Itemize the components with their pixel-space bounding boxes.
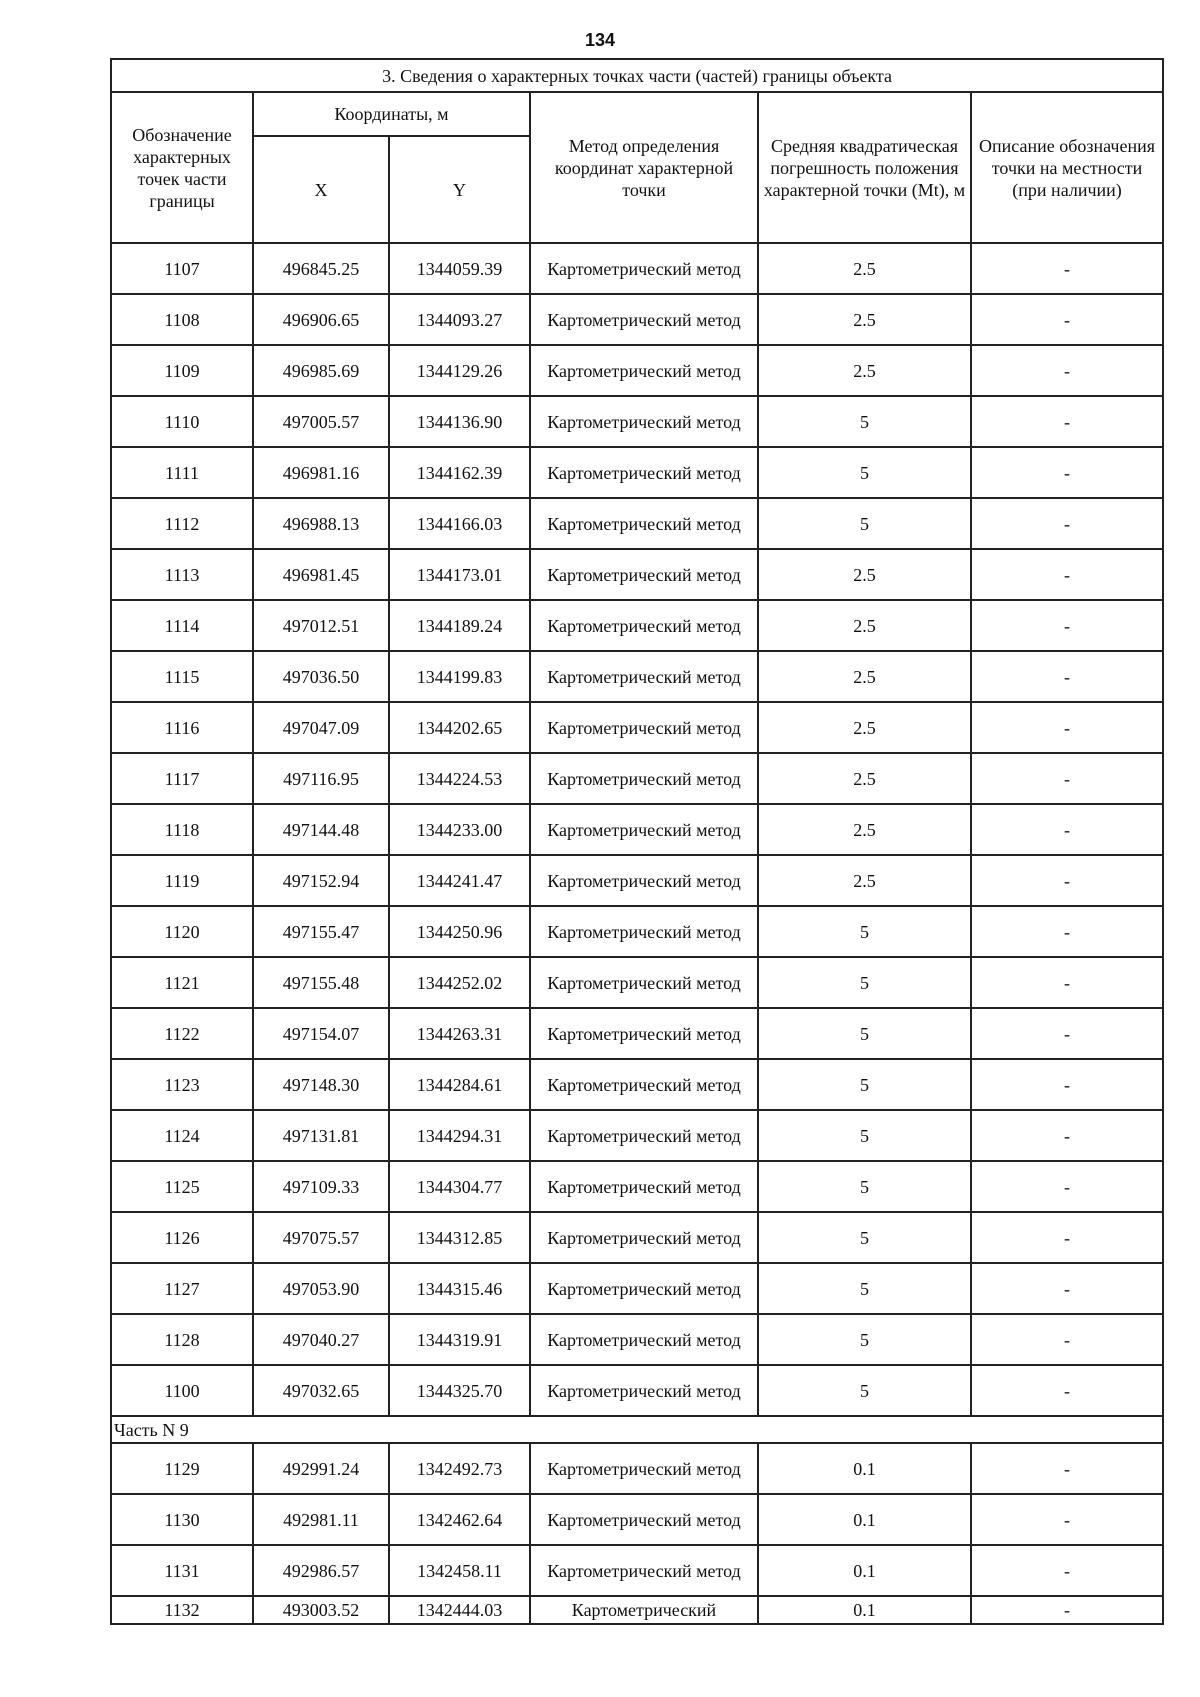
method-cell: Картометрический метод	[530, 753, 758, 804]
x-coordinate-cell: 497047.09	[253, 702, 389, 753]
point-id-cell: 1121	[111, 957, 253, 1008]
description-cell: -	[971, 1161, 1163, 1212]
description-cell: -	[971, 702, 1163, 753]
method-cell: Картометрический метод	[530, 243, 758, 294]
table-row	[111, 1365, 1163, 1416]
table-row	[111, 1110, 1163, 1161]
point-id-cell: 1120	[111, 906, 253, 957]
y-coordinate-cell: 1344233.00	[389, 804, 530, 855]
y-coordinate-cell: 1342492.73	[389, 1443, 530, 1494]
part-label: Часть N 9	[111, 1416, 1163, 1443]
x-coordinate-cell: 497131.81	[253, 1110, 389, 1161]
point-id-cell: 1109	[111, 345, 253, 396]
y-coordinate-cell: 1344252.02	[389, 957, 530, 1008]
point-id-cell: 1111	[111, 447, 253, 498]
accuracy-cell: 0.1	[758, 1596, 971, 1624]
point-id-cell: 1107	[111, 243, 253, 294]
description-cell: -	[971, 600, 1163, 651]
table-row	[111, 855, 1163, 906]
method-cell: Картометрический метод	[530, 651, 758, 702]
y-coordinate-cell: 1344325.70	[389, 1365, 530, 1416]
method-cell: Картометрический метод	[530, 1161, 758, 1212]
point-id-cell: 1123	[111, 1059, 253, 1110]
accuracy-cell: 5	[758, 957, 971, 1008]
x-coordinate-cell: 496988.13	[253, 498, 389, 549]
description-cell: -	[971, 957, 1163, 1008]
y-coordinate-cell: 1342444.03	[389, 1596, 530, 1624]
method-cell: Картометрический метод	[530, 447, 758, 498]
x-coordinate-cell: 492986.57	[253, 1545, 389, 1596]
table-row	[111, 753, 1163, 804]
accuracy-cell: 2.5	[758, 345, 971, 396]
accuracy-cell: 5	[758, 1059, 971, 1110]
point-id-cell: 1130	[111, 1494, 253, 1545]
description-cell: -	[971, 1365, 1163, 1416]
method-cell: Картометрический метод	[530, 345, 758, 396]
point-id-cell: 1124	[111, 1110, 253, 1161]
table-row	[111, 1545, 1163, 1596]
table-row	[111, 1059, 1163, 1110]
header-y: Y	[389, 136, 530, 243]
x-coordinate-cell: 497032.65	[253, 1365, 389, 1416]
method-cell: Картометрический метод	[530, 1494, 758, 1545]
description-cell: -	[971, 498, 1163, 549]
point-id-cell: 1129	[111, 1443, 253, 1494]
section-title: 3. Сведения о характерных точках части (частей) границы объекта	[111, 59, 1163, 92]
method-cell: Картометрический метод	[530, 1314, 758, 1365]
y-coordinate-cell: 1344263.31	[389, 1008, 530, 1059]
table-row	[111, 396, 1163, 447]
x-coordinate-cell: 497116.95	[253, 753, 389, 804]
accuracy-cell: 0.1	[758, 1443, 971, 1494]
y-coordinate-cell: 1344059.39	[389, 243, 530, 294]
point-id-cell: 1127	[111, 1263, 253, 1314]
table-row	[111, 957, 1163, 1008]
description-cell: -	[971, 804, 1163, 855]
x-coordinate-cell: 497075.57	[253, 1212, 389, 1263]
y-coordinate-cell: 1344319.91	[389, 1314, 530, 1365]
point-id-cell: 1122	[111, 1008, 253, 1059]
description-cell: -	[971, 1443, 1163, 1494]
y-coordinate-cell: 1344304.77	[389, 1161, 530, 1212]
description-cell: -	[971, 396, 1163, 447]
table-row	[111, 447, 1163, 498]
x-coordinate-cell: 496981.45	[253, 549, 389, 600]
y-coordinate-cell: 1344202.65	[389, 702, 530, 753]
part-rows-a	[111, 243, 1163, 1416]
y-coordinate-cell: 1344224.53	[389, 753, 530, 804]
x-coordinate-cell: 492991.24	[253, 1443, 389, 1494]
method-cell: Картометрический метод	[530, 600, 758, 651]
description-cell: -	[971, 447, 1163, 498]
accuracy-cell: 5	[758, 1314, 971, 1365]
point-id-cell: 1110	[111, 396, 253, 447]
accuracy-cell: 2.5	[758, 753, 971, 804]
y-coordinate-cell: 1344312.85	[389, 1212, 530, 1263]
accuracy-cell: 5	[758, 1008, 971, 1059]
point-id-cell: 1119	[111, 855, 253, 906]
table-row	[111, 1212, 1163, 1263]
accuracy-cell: 2.5	[758, 294, 971, 345]
x-coordinate-cell: 497155.47	[253, 906, 389, 957]
method-cell: Картометрический метод	[530, 1263, 758, 1314]
point-id-cell: 1114	[111, 600, 253, 651]
accuracy-cell: 5	[758, 1212, 971, 1263]
description-cell: -	[971, 345, 1163, 396]
x-coordinate-cell: 497155.48	[253, 957, 389, 1008]
table-row	[111, 600, 1163, 651]
header-accuracy: Средняя квадратическая погрешность положения характерной точки (Mt), м	[758, 92, 971, 243]
description-cell: -	[971, 1212, 1163, 1263]
table-row	[111, 345, 1163, 396]
x-coordinate-cell: 497012.51	[253, 600, 389, 651]
method-cell: Картометрический метод	[530, 1365, 758, 1416]
method-cell: Картометрический метод	[530, 702, 758, 753]
point-id-cell: 1112	[111, 498, 253, 549]
table-row	[111, 804, 1163, 855]
point-id-cell: 1128	[111, 1314, 253, 1365]
description-cell: -	[971, 294, 1163, 345]
y-coordinate-cell: 1344250.96	[389, 906, 530, 957]
accuracy-cell: 5	[758, 1110, 971, 1161]
method-cell: Картометрический метод	[530, 549, 758, 600]
table-row	[111, 294, 1163, 345]
x-coordinate-cell: 496981.16	[253, 447, 389, 498]
description-cell: -	[971, 1110, 1163, 1161]
x-coordinate-cell: 496845.25	[253, 243, 389, 294]
header-description: Описание обозначения точки на местности (при наличии)	[971, 92, 1163, 243]
table-row	[111, 1008, 1163, 1059]
description-cell: -	[971, 1545, 1163, 1596]
x-coordinate-cell: 497036.50	[253, 651, 389, 702]
x-coordinate-cell: 497053.90	[253, 1263, 389, 1314]
table-row	[111, 1161, 1163, 1212]
method-cell: Картометрический метод	[530, 396, 758, 447]
page-number: 134	[584, 30, 616, 50]
accuracy-cell: 0.1	[758, 1494, 971, 1545]
table-row	[111, 651, 1163, 702]
description-cell: -	[971, 855, 1163, 906]
table-row	[111, 1494, 1163, 1545]
description-cell: -	[971, 651, 1163, 702]
method-cell: Картометрический метод	[530, 957, 758, 1008]
description-cell: -	[971, 1263, 1163, 1314]
description-cell: -	[971, 906, 1163, 957]
y-coordinate-cell: 1344129.26	[389, 345, 530, 396]
point-id-cell: 1115	[111, 651, 253, 702]
table-row	[111, 498, 1163, 549]
description-cell: -	[971, 549, 1163, 600]
table-row	[111, 1263, 1163, 1314]
method-cell: Картометрический метод	[530, 855, 758, 906]
x-coordinate-cell: 493003.52	[253, 1596, 389, 1624]
description-cell: -	[971, 1596, 1163, 1624]
description-cell: -	[971, 753, 1163, 804]
point-id-cell: 1125	[111, 1161, 253, 1212]
y-coordinate-cell: 1344241.47	[389, 855, 530, 906]
accuracy-cell: 0.1	[758, 1545, 971, 1596]
description-cell: -	[971, 243, 1163, 294]
x-coordinate-cell: 497040.27	[253, 1314, 389, 1365]
point-id-cell: 1108	[111, 294, 253, 345]
method-cell: Картометрический метод	[530, 1545, 758, 1596]
table-row	[111, 243, 1163, 294]
x-coordinate-cell: 496906.65	[253, 294, 389, 345]
x-coordinate-cell: 497109.33	[253, 1161, 389, 1212]
table-row	[111, 1314, 1163, 1365]
method-cell: Картометрический метод	[530, 1212, 758, 1263]
header-coordinates: Координаты, м	[253, 92, 530, 136]
accuracy-cell: 5	[758, 396, 971, 447]
y-coordinate-cell: 1344284.61	[389, 1059, 530, 1110]
table-row	[111, 1443, 1163, 1494]
y-coordinate-cell: 1344136.90	[389, 396, 530, 447]
method-cell: Картометрический метод	[530, 1008, 758, 1059]
accuracy-cell: 2.5	[758, 600, 971, 651]
y-coordinate-cell: 1344173.01	[389, 549, 530, 600]
accuracy-cell: 5	[758, 906, 971, 957]
description-cell: -	[971, 1059, 1163, 1110]
y-coordinate-cell: 1342458.11	[389, 1545, 530, 1596]
accuracy-cell: 5	[758, 1161, 971, 1212]
point-id-cell: 1118	[111, 804, 253, 855]
x-coordinate-cell: 497005.57	[253, 396, 389, 447]
y-coordinate-cell: 1344093.27	[389, 294, 530, 345]
accuracy-cell: 5	[758, 498, 971, 549]
method-cell: Картометрический метод	[530, 1443, 758, 1494]
header-x: X	[253, 136, 389, 243]
y-coordinate-cell: 1344162.39	[389, 447, 530, 498]
boundary-points-table	[110, 58, 1164, 1625]
accuracy-cell: 2.5	[758, 804, 971, 855]
method-cell: Картометрический метод	[530, 906, 758, 957]
accuracy-cell: 5	[758, 1365, 971, 1416]
table-row	[111, 702, 1163, 753]
x-coordinate-cell: 497144.48	[253, 804, 389, 855]
y-coordinate-cell: 1342462.64	[389, 1494, 530, 1545]
table-row	[111, 549, 1163, 600]
point-id-cell: 1132	[111, 1596, 253, 1624]
method-cell: Картометрический метод	[530, 498, 758, 549]
method-cell: Картометрический метод	[530, 294, 758, 345]
method-cell: Картометрический метод	[530, 804, 758, 855]
table-row	[111, 906, 1163, 957]
header-designation: Обозначение характерных точек части границы	[111, 92, 253, 243]
x-coordinate-cell: 497148.30	[253, 1059, 389, 1110]
point-id-cell: 1100	[111, 1365, 253, 1416]
method-cell: Картометрический	[530, 1596, 758, 1624]
header-method: Метод определения координат характерной точки	[530, 92, 758, 243]
point-id-cell: 1113	[111, 549, 253, 600]
point-id-cell: 1117	[111, 753, 253, 804]
accuracy-cell: 5	[758, 1263, 971, 1314]
point-id-cell: 1131	[111, 1545, 253, 1596]
y-coordinate-cell: 1344166.03	[389, 498, 530, 549]
x-coordinate-cell: 497152.94	[253, 855, 389, 906]
part-rows-b	[111, 1443, 1163, 1624]
point-id-cell: 1116	[111, 702, 253, 753]
x-coordinate-cell: 496985.69	[253, 345, 389, 396]
x-coordinate-cell: 497154.07	[253, 1008, 389, 1059]
part-divider	[111, 1416, 1163, 1443]
y-coordinate-cell: 1344199.83	[389, 651, 530, 702]
table-row	[111, 1596, 1163, 1624]
accuracy-cell: 2.5	[758, 243, 971, 294]
method-cell: Картометрический метод	[530, 1110, 758, 1161]
y-coordinate-cell: 1344189.24	[389, 600, 530, 651]
accuracy-cell: 2.5	[758, 855, 971, 906]
accuracy-cell: 2.5	[758, 549, 971, 600]
description-cell: -	[971, 1494, 1163, 1545]
accuracy-cell: 2.5	[758, 651, 971, 702]
description-cell: -	[971, 1008, 1163, 1059]
accuracy-cell: 2.5	[758, 702, 971, 753]
method-cell: Картометрический метод	[530, 1059, 758, 1110]
y-coordinate-cell: 1344294.31	[389, 1110, 530, 1161]
accuracy-cell: 5	[758, 447, 971, 498]
point-id-cell: 1126	[111, 1212, 253, 1263]
x-coordinate-cell: 492981.11	[253, 1494, 389, 1545]
description-cell: -	[971, 1314, 1163, 1365]
y-coordinate-cell: 1344315.46	[389, 1263, 530, 1314]
